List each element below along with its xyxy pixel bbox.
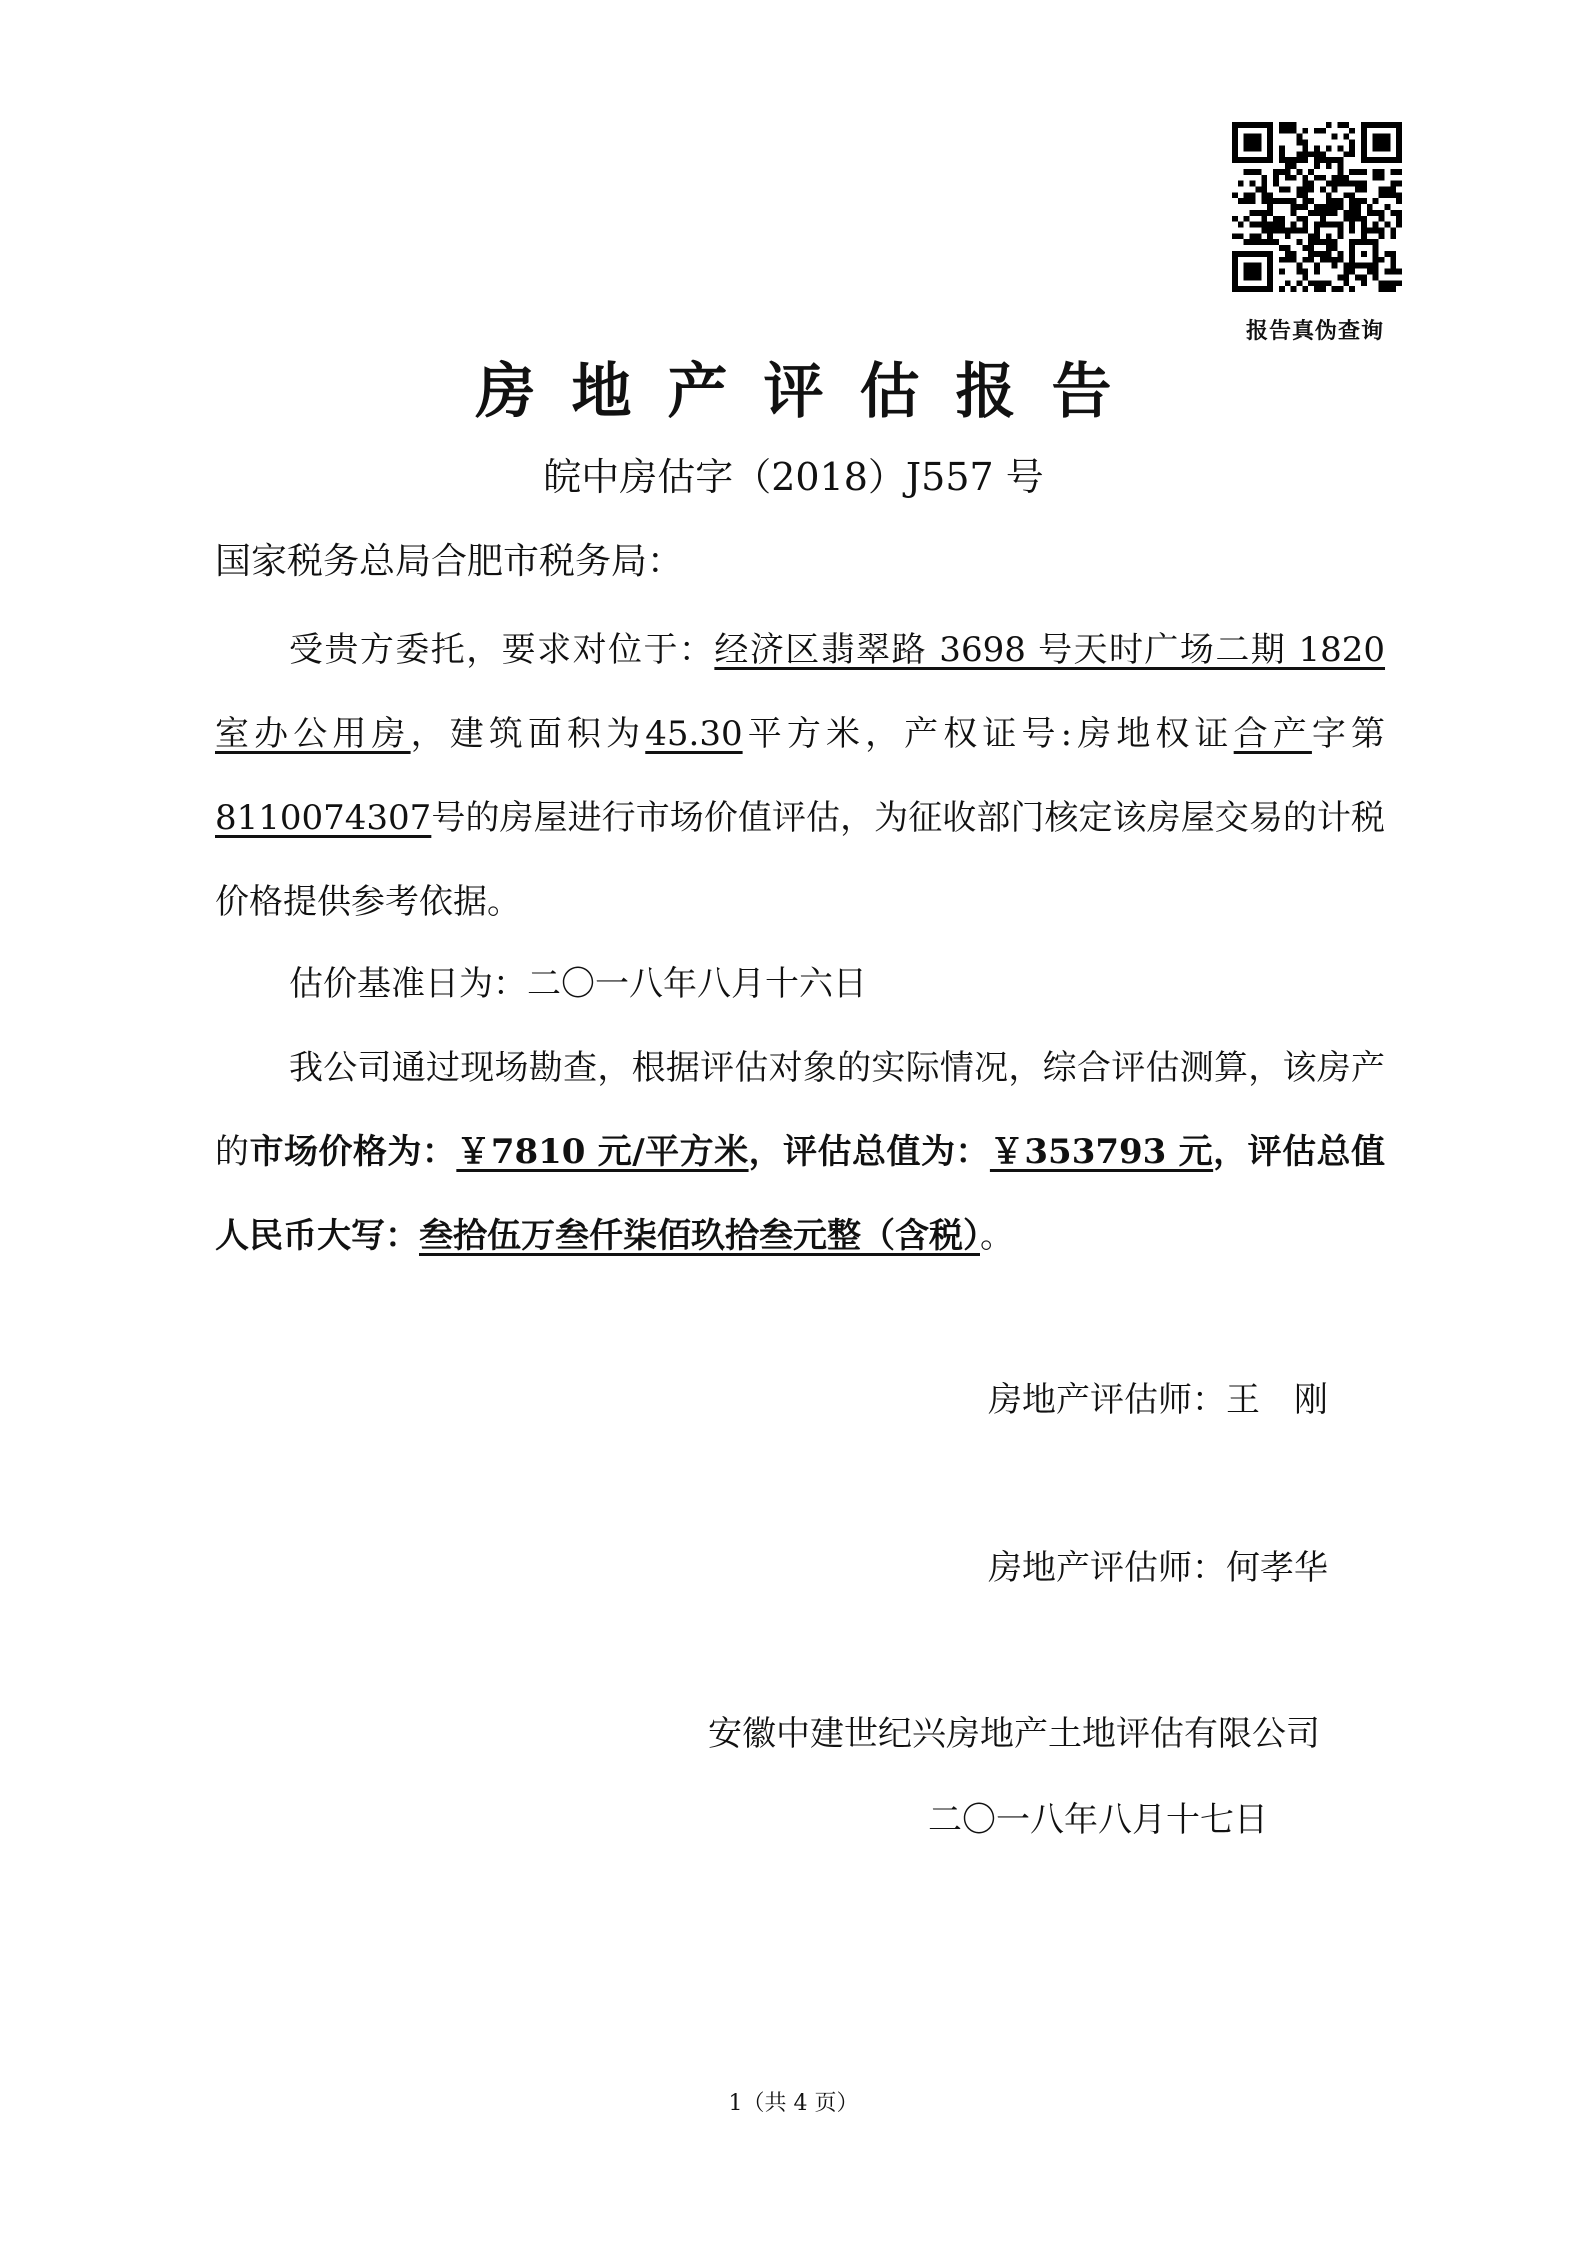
rmb-label: 评估总值人民币大写： <box>215 1132 1386 1256</box>
title-char: 评 <box>763 357 824 427</box>
property-address: 经济区翡翠路 3698 号天时广场二期 1820 室办公用房 <box>215 630 1386 754</box>
page-number: 1（共 4 页） <box>728 2091 859 2116</box>
qr-code-image <box>1232 122 1402 292</box>
rmb-amount: 叁拾伍万叁仟柒佰玖拾叁元整（含税） <box>419 1216 980 1256</box>
appraiser-signature-1: 房地产评估师：王 刚 <box>988 1380 1328 1420</box>
title-char: 估 <box>859 357 920 427</box>
result-intro: 我公司通过现场勘查，根据评估对象的实际情况，综合评估测算，该房产的 <box>215 1048 1385 1172</box>
total-value: ￥353793 元 <box>989 1132 1214 1172</box>
document-title <box>0 352 1587 432</box>
appraiser-signature-2: 房地产评估师：何孝华 <box>988 1548 1328 1588</box>
addressee: 国家税务总局合肥市税务局： <box>215 541 684 582</box>
valuation-date: 估价基准日为：二〇一八年八月十六日 <box>289 964 867 1004</box>
separator: ， <box>748 1132 784 1172</box>
period: 。 <box>980 1216 1014 1256</box>
intro-text: 受贵方委托，要求对位于： <box>289 630 715 670</box>
area-pre-text: ，建筑面积为 <box>410 714 646 754</box>
title-char: 地 <box>571 357 632 427</box>
paragraph-commission <box>215 608 1385 944</box>
title-char: 告 <box>1051 357 1112 427</box>
title-char: 房 <box>475 357 536 427</box>
building-area: 45.30 <box>645 714 743 754</box>
signature-date: 二〇一八年八月十七日 <box>928 1800 1268 1840</box>
certificate-number: 8110074307 <box>215 798 432 838</box>
certificate-mid-text: 字第 <box>1311 714 1386 754</box>
title-char: 报 <box>955 357 1016 427</box>
report-number: 皖中房估字（2018）J557 号 <box>543 455 1044 499</box>
market-price-label: 市场价格为： <box>249 1132 457 1172</box>
purpose-text: 号的房屋进行市场价值评估，为征收部门核定该房屋交易的计税价格提供参考依据。 <box>215 798 1385 922</box>
paragraph-result <box>215 1026 1385 1278</box>
separator: ， <box>1213 1132 1248 1172</box>
market-price-value: ￥7810 元/平方米 <box>456 1132 749 1172</box>
total-value-label: 评估总值为： <box>783 1132 990 1172</box>
qr-caption: 报告真伪查询 <box>1245 318 1384 344</box>
company-name: 安徽中建世纪兴房地产土地评估有限公司 <box>708 1714 1320 1754</box>
certificate-prefix: 合产 <box>1233 714 1312 754</box>
title-char: 产 <box>667 357 728 427</box>
area-post-text: 平方米，产权证号:房地权证 <box>742 714 1234 754</box>
